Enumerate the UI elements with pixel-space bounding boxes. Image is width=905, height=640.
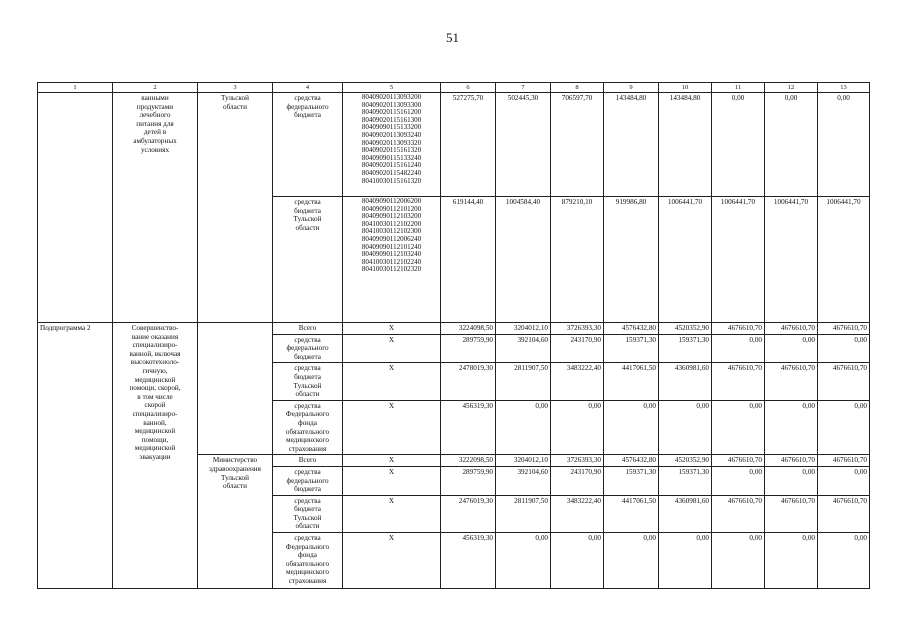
budget-code-cell: X	[343, 363, 441, 400]
value-cell: 4576432,80	[604, 455, 659, 467]
budget-codes-cell: 80409090112006200 80409090112101200 80409090112103200 80410030112102200 80410030112102300 80409090112006240 80409090112101240 80409090112103240 80410030112102240 80410030112102320	[343, 197, 441, 323]
table-row	[38, 323, 870, 335]
value-cell: 4417061,50	[604, 363, 659, 400]
value-cell: 4676610,70	[712, 495, 765, 532]
budget-code-cell: X	[343, 323, 441, 335]
value-cell: 3483222,40	[551, 363, 604, 400]
value-cell: 1004584,40	[496, 197, 551, 323]
budget-code-cell: X	[343, 533, 441, 589]
value-cell: 0,00	[712, 400, 765, 455]
value-cell: 3204012,10	[496, 455, 551, 467]
value-cell: 919986,80	[604, 197, 659, 323]
value-cell: 159371,30	[659, 334, 712, 363]
value-cell: 0,00	[712, 93, 765, 197]
value-cell: 159371,30	[604, 466, 659, 495]
column-header: 2	[113, 83, 198, 93]
executor-cell: Тульской области	[198, 93, 273, 323]
table-row	[38, 93, 870, 197]
value-cell: 289759,90	[441, 466, 496, 495]
value-cell: 0,00	[818, 400, 870, 455]
value-cell: 0,00	[765, 466, 818, 495]
value-cell: 3726393,30	[551, 455, 604, 467]
value-cell: 4676610,70	[818, 495, 870, 532]
value-cell: 4676610,70	[712, 363, 765, 400]
value-cell: 879210,10	[551, 197, 604, 323]
value-cell: 143484,80	[604, 93, 659, 197]
value-cell: 4520352,90	[659, 455, 712, 467]
value-cell: 0,00	[604, 533, 659, 589]
column-header: 6	[441, 83, 496, 93]
value-cell: 4360981,60	[659, 363, 712, 400]
subprogram-label-cell: Подпрограмма 2	[38, 323, 113, 589]
value-cell: 0,00	[551, 400, 604, 455]
value-cell: 243170,90	[551, 466, 604, 495]
value-cell: 4417061,50	[604, 495, 659, 532]
value-cell: 0,00	[712, 533, 765, 589]
value-cell: 4676610,70	[712, 323, 765, 335]
value-cell: 0,00	[712, 334, 765, 363]
column-header: 11	[712, 83, 765, 93]
value-cell: 289759,90	[441, 334, 496, 363]
value-cell: 0,00	[551, 533, 604, 589]
column-header: 3	[198, 83, 273, 93]
value-cell: 0,00	[496, 533, 551, 589]
executor-cell-empty	[198, 323, 273, 455]
budget-code-cell: X	[343, 495, 441, 532]
subprogram-name-cell: Совершенство- вание оказания специализиро- ванной, включая высокотехноло- гичную, медицинской помощи, скорой, в том числе скорой специализиро- ванной, медицинской помощи, медицинской эвакуации	[113, 323, 198, 589]
value-cell: 2476019,30	[441, 495, 496, 532]
value-cell: 4676610,70	[765, 455, 818, 467]
funding-source-cell: средства федерального бюджета	[273, 466, 343, 495]
value-cell: 4676610,70	[765, 495, 818, 532]
column-header: 10	[659, 83, 712, 93]
funding-source-cell: средства Федерального фонда обязательного медицинского страхования	[273, 400, 343, 455]
funding-source-cell: средства бюджета Тульской области	[273, 363, 343, 400]
budget-codes-cell: 80409020113093200 80409020113093300 80409020115161200 80409020115161300 80409090115133200 80409020113093240 80409020113093320 80409020115161320 80409090115133240 80409020115161240 80409020115482240 80410030115161320	[343, 93, 441, 197]
value-cell: 0,00	[712, 466, 765, 495]
value-cell: 0,00	[765, 334, 818, 363]
value-cell: 0,00	[818, 533, 870, 589]
value-cell: 619144,40	[441, 197, 496, 323]
column-header: 7	[496, 83, 551, 93]
value-cell: 4360981,60	[659, 495, 712, 532]
program-table	[37, 82, 870, 589]
column-number-header-row	[38, 83, 870, 93]
value-cell: 4676610,70	[818, 363, 870, 400]
funding-source-cell: средства бюджета Тульской области	[273, 197, 343, 323]
column-header: 4	[273, 83, 343, 93]
value-cell: 0,00	[659, 533, 712, 589]
value-cell: 0,00	[765, 400, 818, 455]
value-cell: 0,00	[496, 400, 551, 455]
funding-source-cell: средства бюджета Тульской области	[273, 495, 343, 532]
value-cell: 0,00	[818, 334, 870, 363]
funding-source-cell: Всего	[273, 323, 343, 335]
value-cell: 1006441,70	[765, 197, 818, 323]
value-cell: 4676610,70	[765, 363, 818, 400]
column-header: 12	[765, 83, 818, 93]
value-cell: 0,00	[604, 400, 659, 455]
value-cell: 4676610,70	[818, 323, 870, 335]
budget-code-cell: X	[343, 334, 441, 363]
value-cell: 1006441,70	[818, 197, 870, 323]
activity-name-cell: ванными продуктами лечебного питания для детей в амбулаторных условиях	[113, 93, 198, 323]
page-number: 51	[446, 30, 459, 45]
value-cell: 4520352,90	[659, 323, 712, 335]
value-cell: 0,00	[765, 533, 818, 589]
column-header: 1	[38, 83, 113, 93]
value-cell: 456319,30	[441, 400, 496, 455]
value-cell: 4676610,70	[818, 455, 870, 467]
value-cell: 456319,30	[441, 533, 496, 589]
value-cell: 527275,70	[441, 93, 496, 197]
value-cell: 1006441,70	[712, 197, 765, 323]
column-header: 13	[818, 83, 870, 93]
value-cell: 0,00	[765, 93, 818, 197]
funding-source-cell: средства федерального бюджета	[273, 334, 343, 363]
budget-code-cell: X	[343, 400, 441, 455]
value-cell: 706597,70	[551, 93, 604, 197]
value-cell: 4676610,70	[712, 455, 765, 467]
value-cell: 3726393,30	[551, 323, 604, 335]
value-cell: 3483222,40	[551, 495, 604, 532]
funding-source-cell: Всего	[273, 455, 343, 467]
value-cell: 0,00	[659, 400, 712, 455]
value-cell: 4676610,70	[765, 323, 818, 335]
column-header: 8	[551, 83, 604, 93]
value-cell: 3222098,50	[441, 455, 496, 467]
value-cell: 2478019,30	[441, 363, 496, 400]
value-cell: 159371,30	[659, 466, 712, 495]
value-cell: 4576432,80	[604, 323, 659, 335]
budget-code-cell: X	[343, 455, 441, 467]
value-cell: 0,00	[818, 466, 870, 495]
value-cell: 1006441,70	[659, 197, 712, 323]
column-header: 5	[343, 83, 441, 93]
value-cell: 2811907,50	[496, 495, 551, 532]
value-cell: 3224098,50	[441, 323, 496, 335]
column-header: 9	[604, 83, 659, 93]
value-cell: 143484,80	[659, 93, 712, 197]
value-cell: 0,00	[818, 93, 870, 197]
value-cell: 502445,30	[496, 93, 551, 197]
value-cell: 3204012,10	[496, 323, 551, 335]
funding-source-cell: средства Федерального фонда обязательного медицинского страхования	[273, 533, 343, 589]
funding-source-cell: средства федерального бюджета	[273, 93, 343, 197]
value-cell: 2811907,50	[496, 363, 551, 400]
row-number-cell	[38, 93, 113, 323]
value-cell: 392104,60	[496, 334, 551, 363]
value-cell: 392104,60	[496, 466, 551, 495]
executor-cell: Министерство здравоохранения Тульской области	[198, 455, 273, 589]
budget-code-cell: X	[343, 466, 441, 495]
value-cell: 243170,90	[551, 334, 604, 363]
value-cell: 159371,30	[604, 334, 659, 363]
